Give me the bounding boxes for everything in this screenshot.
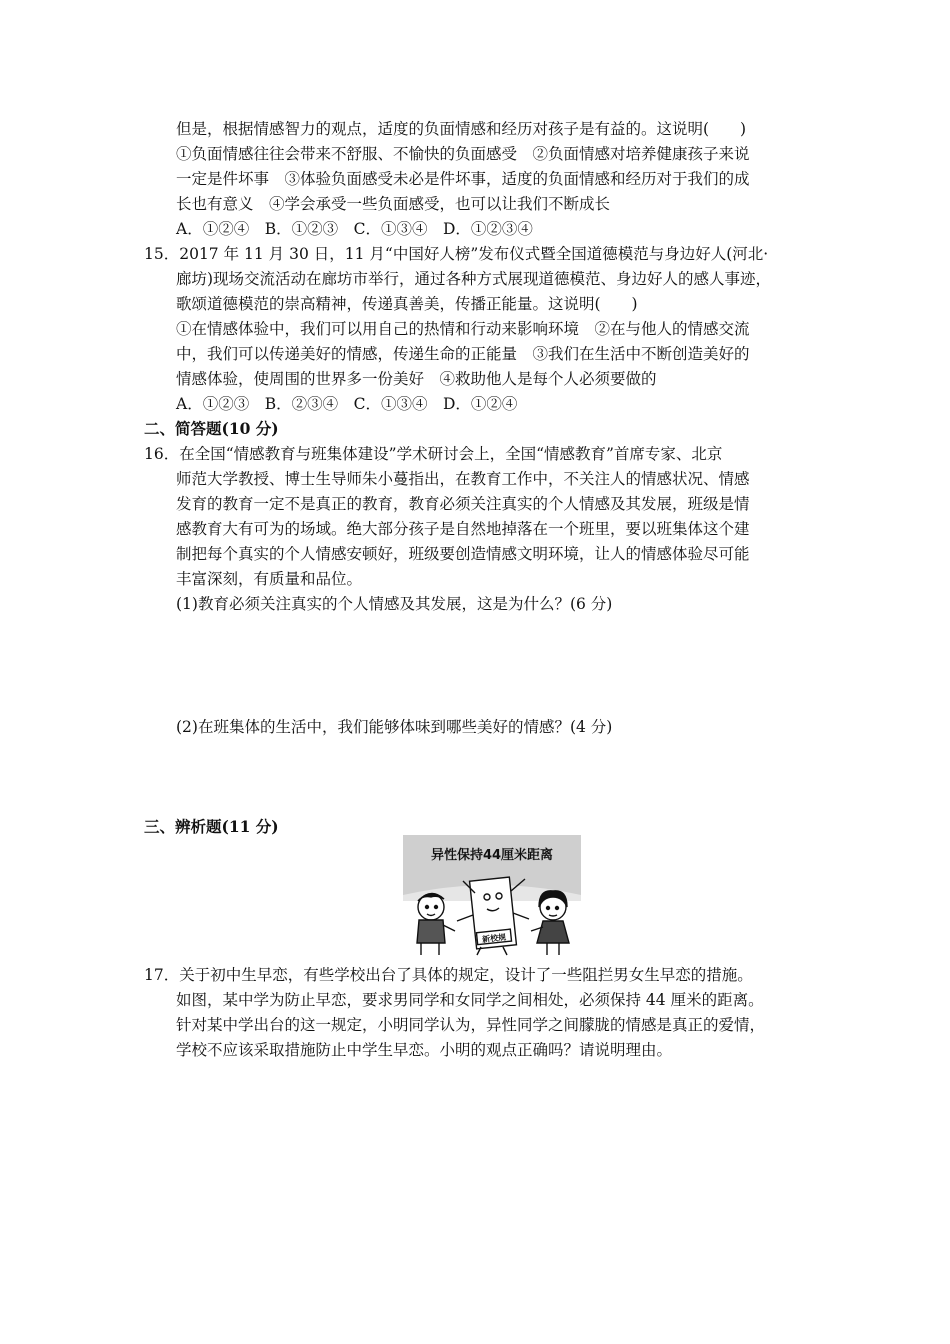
cartoon-figure [403, 835, 581, 957]
q16-stem-line-4: 感教育大有可为的场域。绝大部分孩子是自然地掉落在一个班里，要以班集体这个建 [176, 520, 750, 538]
q15-option-line-2: 中，我们可以传递美好的情感，传递生命的正能量 ③我们在生活中不断创造美好的 [176, 345, 750, 363]
q16-stem-line-1: 16．在全国“情感教育与班集体建设”学术研讨会上，全国“情感教育”首席专家、北京 [144, 445, 723, 463]
q14-option-line-2: 一定是件坏事 ③体验负面感受未必是件坏事，适度的负面情感和经历对于我们的成 [176, 170, 750, 188]
q15-stem-line-3: 歌颂道德模范的崇高精神，传递真善美，传播正能量。这说明( ) [176, 295, 638, 313]
q15-option-line-3: 情感体验，使周围的世界多一份美好 ④救助他人是每个人必须要做的 [176, 370, 657, 388]
q15-option-line-1: ①在情感体验中，我们可以用自己的热情和行动来影响环境 ②在与他人的情感交流 [176, 320, 750, 338]
section-2-heading: 二、简答题(10 分) [144, 419, 279, 438]
q17-stem-line-3: 针对某中学出台的这一规定，小明同学认为，异性同学之间朦胧的情感是真正的爱情， [176, 1016, 766, 1034]
q16-stem-line-6: 丰富深刻，有质量和品位。 [176, 570, 363, 588]
cartoon-sign-text: 新校规 [481, 932, 507, 945]
q16-stem-line-2: 师范大学教授、博士生导师朱小蔓指出，在教育工作中，不关注人的情感状况、情感 [176, 470, 750, 488]
cartoon-boy [417, 893, 455, 955]
girl-body [537, 921, 569, 943]
q14-choices: A．①②④ B．①②③ C．①③④ D．①②③④ [176, 220, 533, 238]
q14-option-line-3: 长也有意义 ④学会承受一些负面感受，也可以让我们不断成长 [176, 195, 611, 213]
q16-stem-line-5: 制把每个真实的个人情感安顿好，班级要创造情感文明环境，让人的情感体验尽可能 [176, 545, 750, 563]
q15-stem-line-1: 15．2017 年 11 月 30 日，11 月“中国好人榜”发布仪式暨全国道德模范与身边好人(河北· [144, 245, 769, 263]
q16-stem-line-3: 发育的教育一定不是真正的教育，教育必须关注真实的个人情感及其发展，班级是情 [176, 495, 750, 513]
section-3-heading: 三、辨析题(11 分) [144, 817, 279, 836]
cartoon-illustration [403, 835, 581, 957]
q16-subquestion-1: (1)教育必须关注真实的个人情感及其发展，这是为什么？(6 分) [176, 595, 613, 613]
boy-body [417, 920, 445, 943]
q17-stem-line-4: 学校不应该采取措施防止中学生早恋。小明的观点正确吗？请说明理由。 [176, 1041, 673, 1059]
q17-stem-line-2: 如图，某中学为防止早恋，要求男同学和女同学之间相处，必须保持 44 厘米的距离。 [176, 991, 764, 1009]
cartoon-banner-text: 异性保持44厘米距离 [430, 848, 554, 863]
q15-choices: A．①②③ B．②③④ C．①③④ D．①②④ [176, 395, 518, 413]
q16-subquestion-2: (2)在班集体的生活中，我们能够体味到哪些美好的情感？(4 分) [176, 718, 613, 736]
q17-stem-line-1: 17．关于初中生早恋，有些学校出台了具体的规定，设计了一些阻拦男女生早恋的措施。 [144, 966, 753, 984]
q15-stem-line-2: 廊坊)现场交流活动在廊坊市举行，通过各种方式展现道德模范、身边好人的感人事迹， [176, 270, 772, 288]
q14-option-line-1: ①负面情感往往会带来不舒服、不愉快的负面感受 ②负面情感对培养健康孩子来说 [176, 145, 750, 163]
q14-stem-tail: 但是，根据情感智力的观点，适度的负面情感和经历对孩子是有益的。这说明( ) [176, 120, 747, 138]
